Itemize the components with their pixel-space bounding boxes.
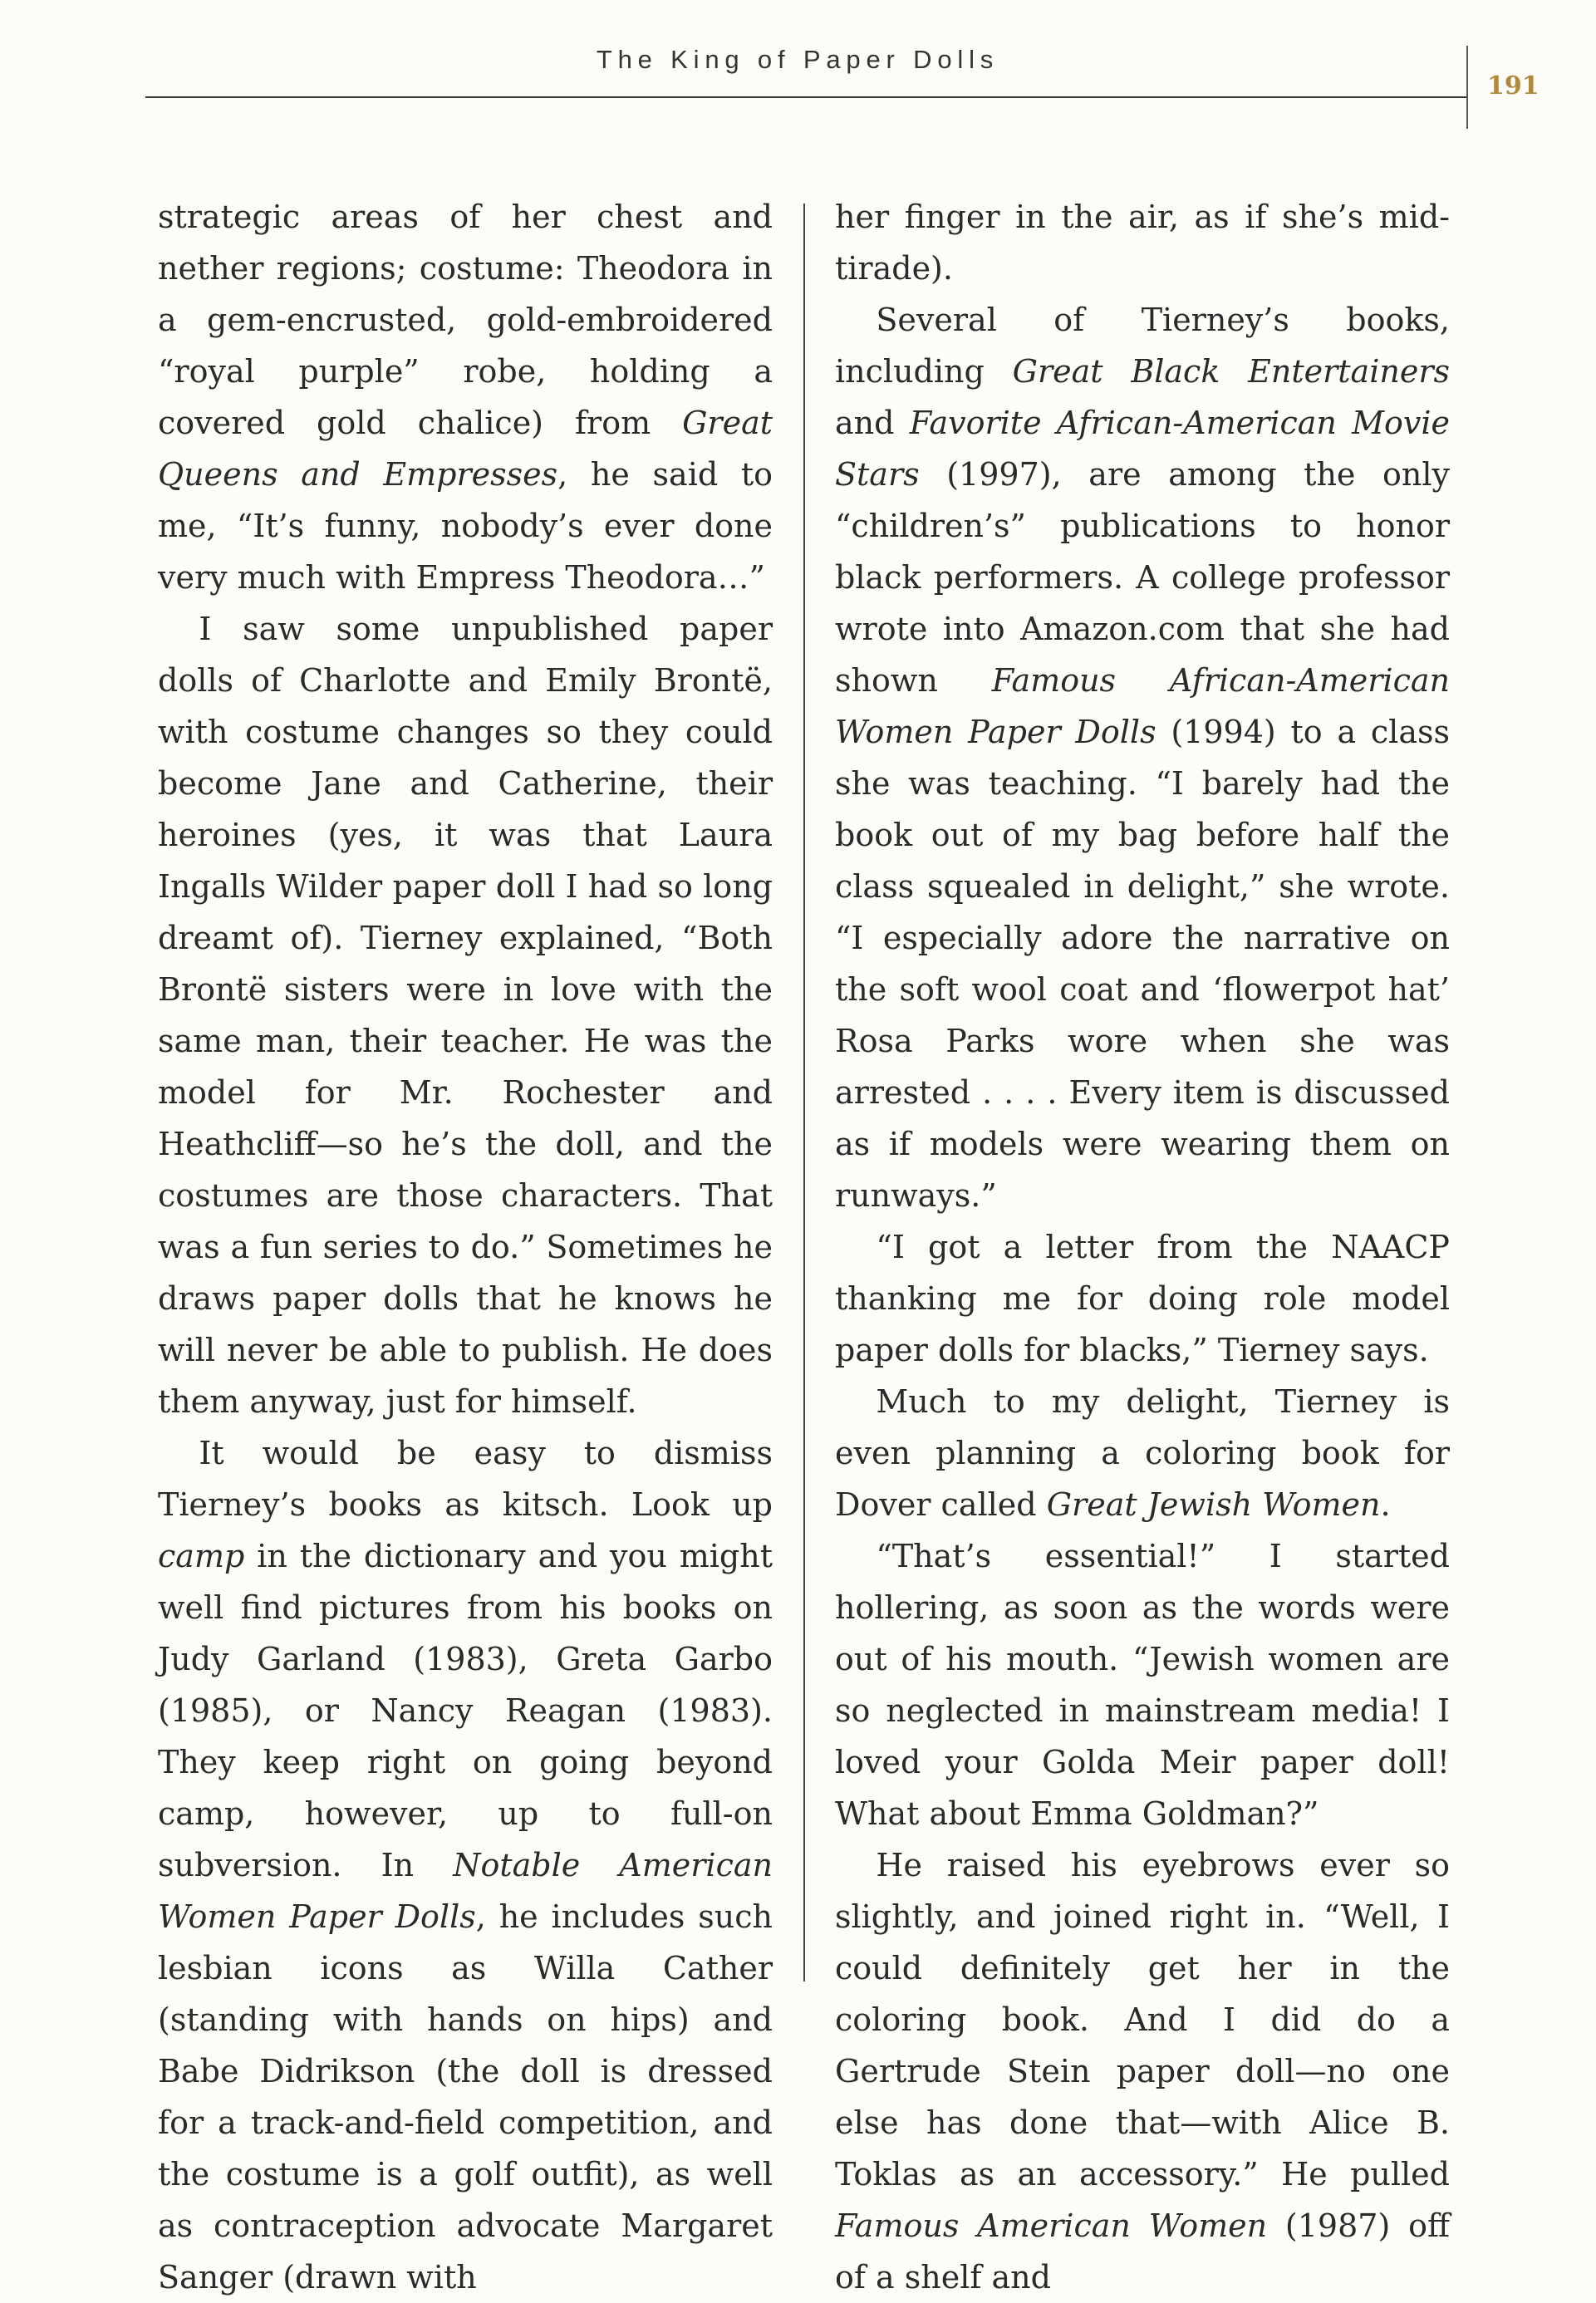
text-run: Much to my delight, Tierney is even planning a coloring book for Dover called <box>835 1383 1450 1523</box>
paragraph <box>158 191 773 603</box>
paragraph <box>835 1376 1450 1530</box>
book-title: Notable American Women Paper Dolls <box>158 1847 773 1935</box>
paragraph <box>158 603 773 1427</box>
text-run: He raised his eyebrows ever so slightly, and joined right in. “Well, I could definitely get her in the coloring book. And I did do a Gertrude Stein paper doll—no one else has done that—with Alice B. Toklas as an accessory.” He pulled <box>835 1847 1450 2193</box>
column-divider <box>803 204 805 1981</box>
paragraph <box>158 1427 773 2303</box>
right-column <box>835 191 1450 2303</box>
paragraph <box>835 1221 1450 1376</box>
text-run: , he said to me, “It’s funny, nobody’s ever done very much with Empress Theodora…” <box>158 456 773 596</box>
emphasis: camp <box>158 1538 245 1574</box>
book-title: Famous American Women <box>835 2207 1268 2244</box>
text-run: (1987) off of a shelf and <box>835 2207 1451 2296</box>
paragraph <box>835 1839 1450 2303</box>
book-title: Great Jewish Women <box>1046 1486 1381 1523</box>
text-run: It would be easy to dismiss Tierney’s books as kitsch. Look up <box>158 1435 773 1523</box>
book-title: Famous African-American Women Paper Dolls <box>835 662 1451 750</box>
book-title: Favorite African-American Movie Stars <box>835 405 1450 493</box>
text-run: I saw some unpublished paper dolls of Charlotte and Emily Brontë, with costume changes so they could become Jane and Catherine, their heroines (yes, it was that Laura Ingalls Wilder paper doll I had so long dreamt of). Tierney explained, “Both Brontë sisters were in love with the same man, their teacher. He was the model for Mr. Rochester and Heathcliff—so he’s the doll, and the costumes are those characters. That was a fun series to do.” Sometimes he draws paper dolls that he knows he will never be able to publish. He does them anyway, just for himself. <box>158 611 773 1420</box>
book-title: Great Queens and Empresses <box>158 405 773 493</box>
text-run: “That’s essential!” I started hollering, as soon as the words were out of his mouth. “Jewish women are so neglected in mainstream media! I loved your Golda Meir paper doll! What about Emma Goldman?” <box>835 1538 1450 1832</box>
header-vertical-rule <box>1466 46 1468 129</box>
left-column <box>158 191 773 2303</box>
text-run: (1994) to a class she was teaching. “I barely had the book out of my bag before half the class squealed in delight,” she wrote. “I especially adore the narrative on the soft wool coat and ‘flowerpot hat’ Rosa Parks wore when she was arrested . . . . Every item is discussed as if models were wearing them on runways.” <box>835 714 1450 1214</box>
text-run: and <box>835 405 910 441</box>
text-run: , he includes such lesbian icons as Willa Cather (standing with hands on hips) and Babe Didrikson (the doll is dressed for a track-and-field competition, and the costume is a golf outfit), as well as contraception advocate Margaret Sanger (drawn with <box>158 1898 773 2296</box>
text-run: Several of Tierney’s books, including <box>835 302 1450 390</box>
paragraph <box>835 191 1450 294</box>
text-run: “I got a letter from the NAACP thanking me for doing role model paper dolls for blacks,” Tierney says. <box>835 1229 1450 1368</box>
text-run: her finger in the air, as if she’s mid-tirade). <box>835 199 1450 287</box>
book-title: Great Black Entertainers <box>1012 353 1450 390</box>
text-run: (1997), are among the only “children’s” publications to honor black performers. A college professor wrote into Amazon.com that she had shown <box>835 456 1450 699</box>
paragraph <box>835 294 1450 1221</box>
page-number: 191 <box>1487 71 1540 101</box>
header-rule <box>145 96 1466 98</box>
text-run: strategic areas of her chest and nether regions; costume: Theodora in a gem-encrusted, gold-embroidered “royal purple” robe, holding a covered gold chalice) from <box>158 199 773 441</box>
text-run: in the dictionary and you might well find pictures from his books on Judy Garland (1983), Greta Garbo (1985), or Nancy Reagan (1983). They keep right on going beyond camp, however, up to full-on subversion. In <box>158 1538 773 1883</box>
running-title: The King of Paper Dolls <box>596 45 999 74</box>
paragraph <box>835 1530 1450 1839</box>
text-run: . <box>1380 1486 1391 1523</box>
